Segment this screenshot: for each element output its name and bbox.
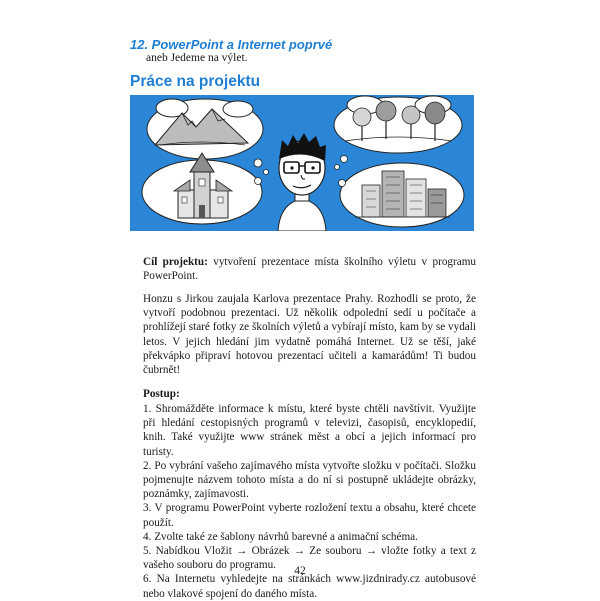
chapter-subtitle: aneb Jedeme na výlet. <box>146 52 248 64</box>
procedure-step: 4. Zvolte také ze šablony návrhů barevné a animační schéma. <box>143 530 418 543</box>
procedure-step: 5. Nabídkou Vložit → Obrázek → Ze souboru → vložte fotky a text z vašeho souboru do programu. <box>143 545 476 572</box>
procedure-step: 3. V programu PowerPoint vyberte rozložení textu a obsahu, které chcete použít. <box>143 502 476 529</box>
project-goal-label: Cíl projektu: <box>143 256 208 268</box>
procedure-step: 2. Po vybrání vašeho zajímavého místa vytvořte složku v počítači. Složku pojmenujte názvem tohoto místa a do ní si postupně ukládejte obrázky, poznámky, zajímavosti. <box>143 459 476 501</box>
banner-illustration <box>130 95 474 231</box>
project-goal <box>143 255 476 283</box>
story-paragraph: Honzu s Jirkou zaujala Karlova prezentace Prahy. Rozhodli se proto, že vytvoří podobnou prezentaci. Už několik odpolední sedí u počítače a prohlížejí staré fotky ze školních výletů a vybírají místo, kam by se vydali letos. V jejich hledání jim vydatně pomáhá Internet. Už se těší, jaké překvápko připraví hotovou prezentací učiteli a kamarádům! Ti budou čubrnět! <box>143 293 476 377</box>
city-buildings-thought-icon <box>339 163 465 227</box>
procedure-step: 1. Shromážděte informace k místu, které byste chtěli navštívit. Využijte při hledání cestopisných programů v televizi, časopisů, encyklopedií, knih. Také využijte www stránek měst a obcí a jejich informací pro turisty. <box>143 403 476 458</box>
procedure-title: Postup: <box>143 388 180 400</box>
procedure-step: 6. Na Internetu vyhledejte na stránkách www.jizdnirady.cz autobusové nebo vlakové spojení do daného místa. <box>143 573 476 600</box>
project-goal-text: vytvoření prezentace místa školního výletu v programu PowerPoint. <box>143 256 476 283</box>
section-heading: Práce na projektu <box>130 73 261 90</box>
chapter-title: 12. PowerPoint a Internet poprvé <box>130 37 333 52</box>
page-number: 42 <box>294 565 306 577</box>
boy-with-glasses-icon <box>278 133 326 231</box>
